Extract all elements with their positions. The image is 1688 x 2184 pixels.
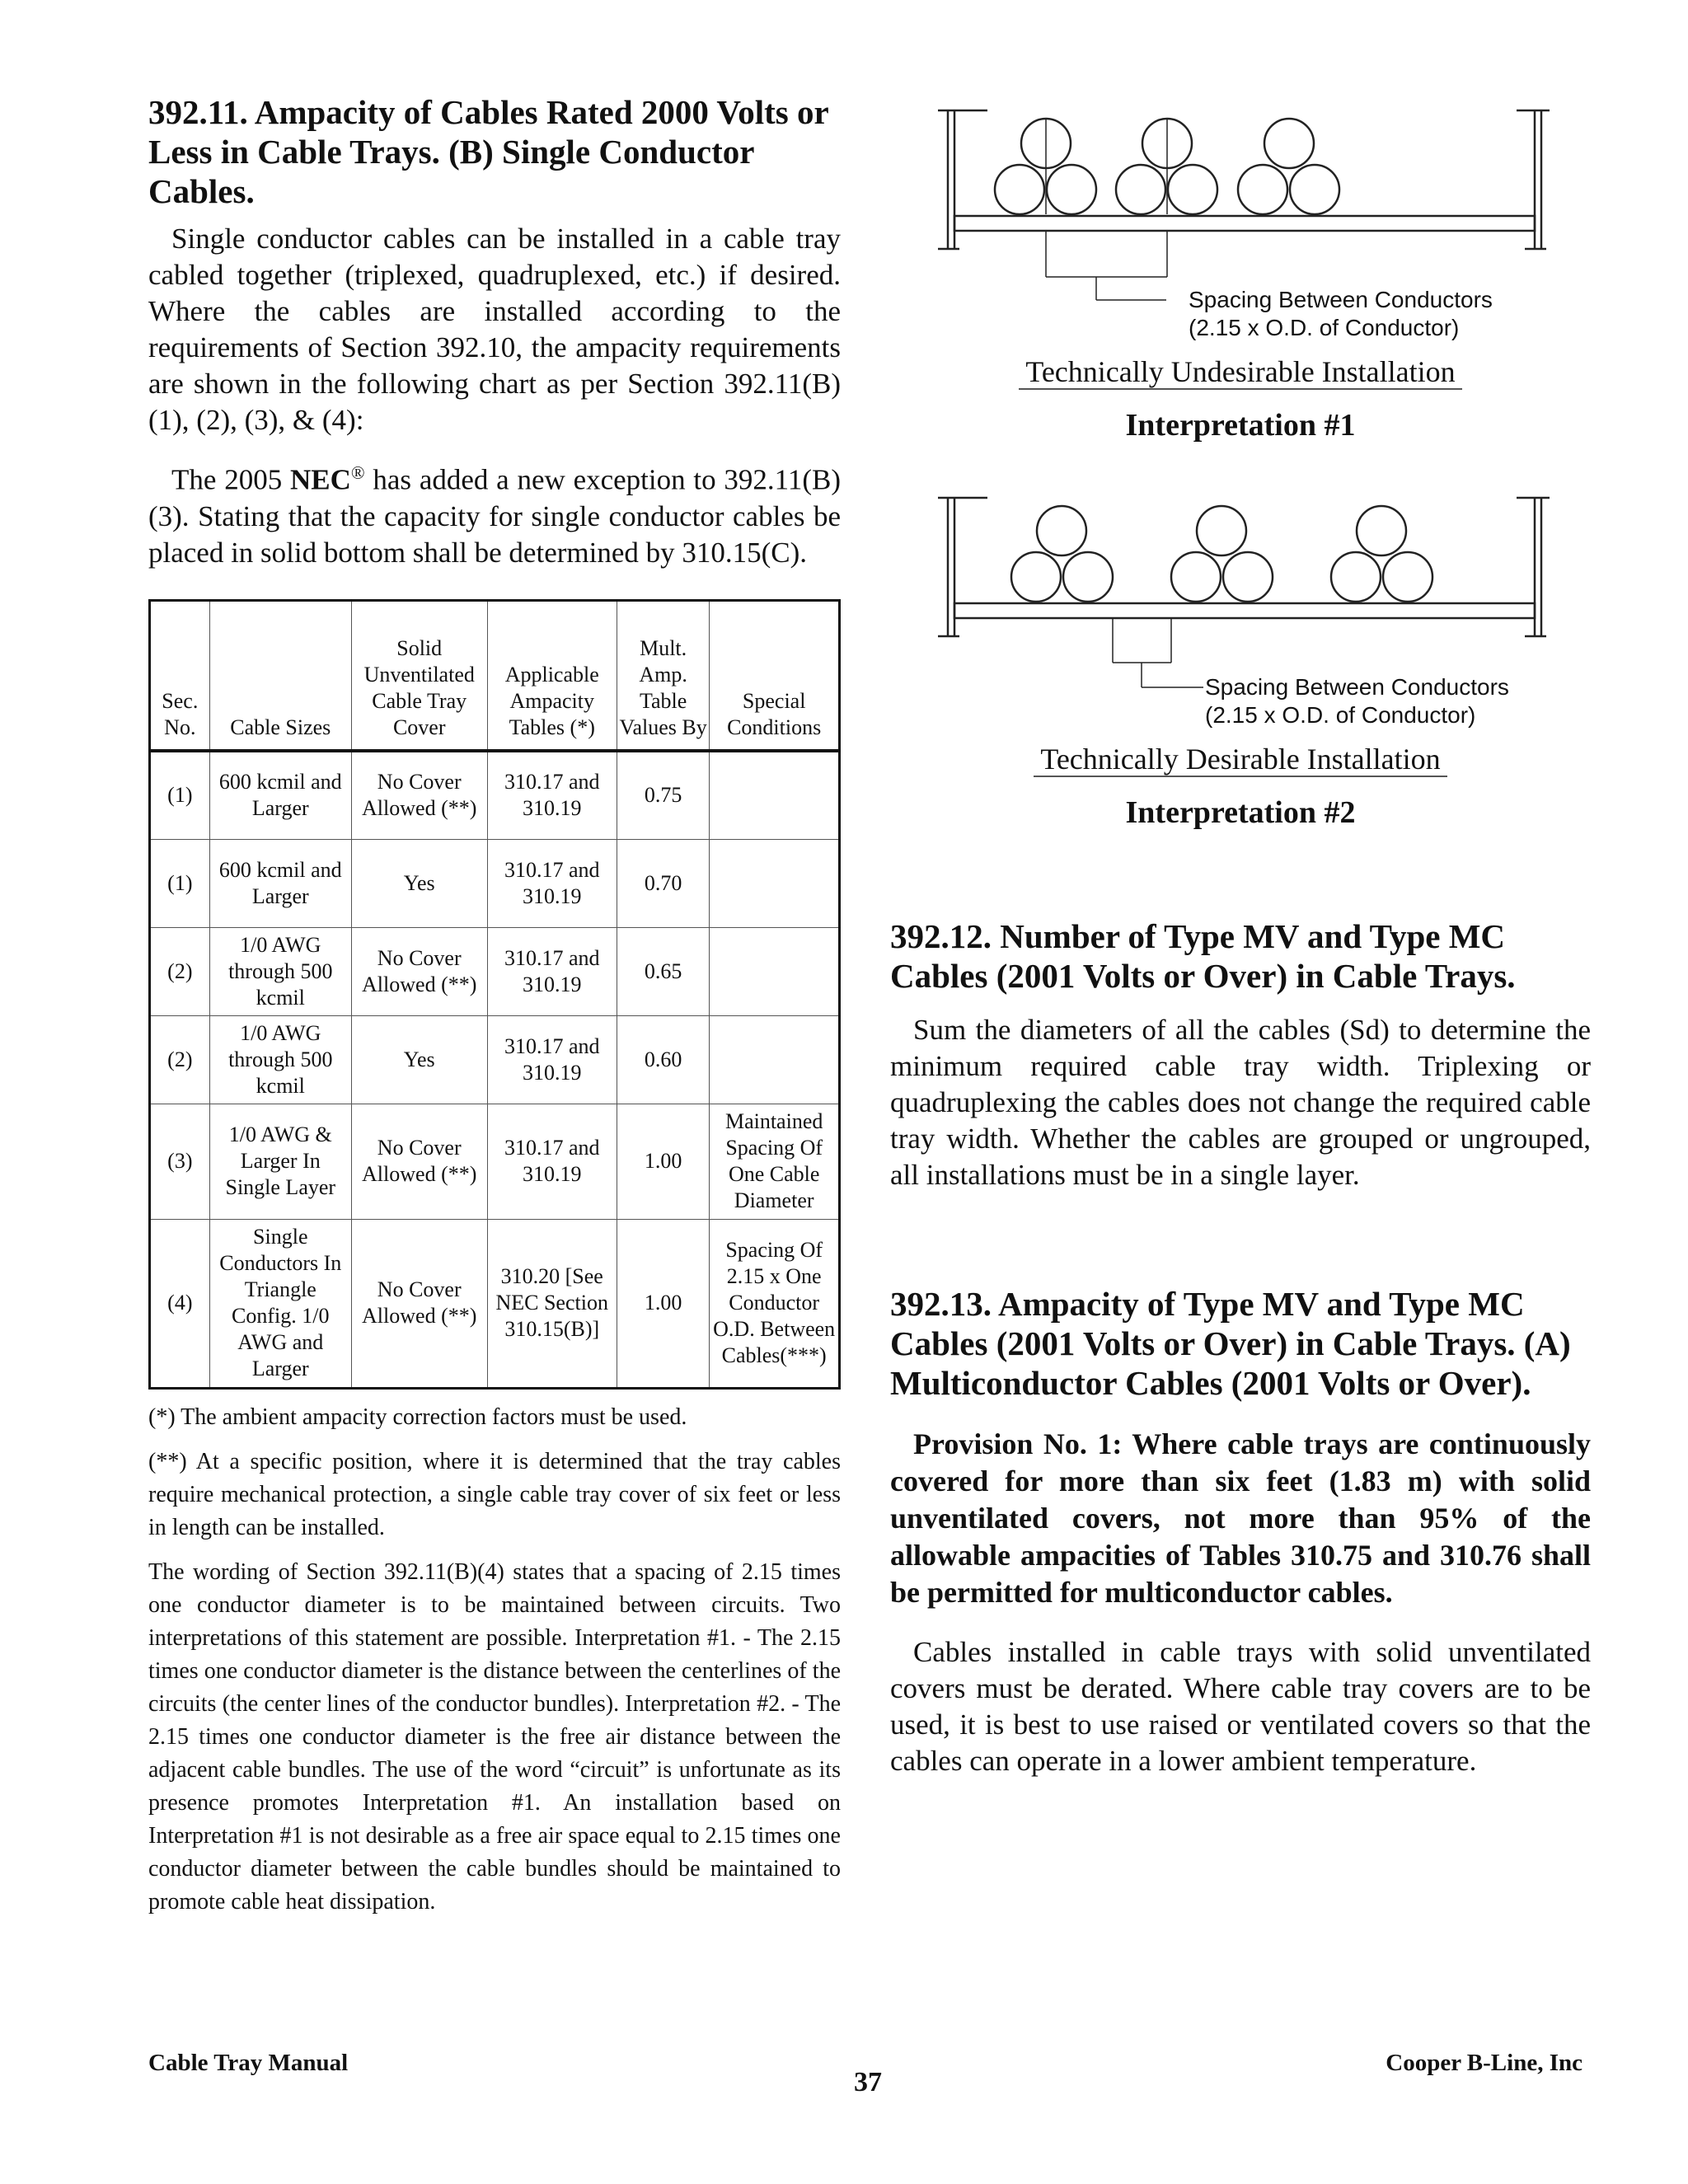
cell-special [710, 927, 840, 1015]
cell-tables: 310.17 and 310.19 [487, 839, 617, 927]
cell-size: 600 kcmil and Larger [209, 751, 351, 839]
header-cover: Solid Unventilated Cable Tray Cover [351, 600, 487, 751]
cell-size: 1/0 AWG through 500 kcmil [209, 927, 351, 1015]
cell-sec: (4) [150, 1219, 210, 1388]
figure-title-text: Technically Undesirable Installation [1019, 355, 1461, 390]
cell-cover: No Cover Allowed (**) [351, 751, 487, 839]
cell-special [710, 1015, 840, 1104]
footnote-ambient: (*) The ambient ampacity correction factors must be used. [148, 1404, 687, 1430]
footer-manual-title: Cable Tray Manual [148, 2050, 349, 2076]
cell-mult: 0.60 [617, 1015, 709, 1104]
section-heading-392-11: 392.11. Ampacity of Cables Rated 2000 Volts or Less in Cable Trays. (B) Single Conductor Cables. [148, 93, 828, 210]
section-heading-392-13: 392.13. Ampacity of Type MV and Type MC Cables (2001 Volts or Over) in Cable Trays. (A) Multiconductor Cables (2001 Volts or Over). [890, 1285, 1571, 1402]
nec-post-text: has added a new exception to 392.11(B)(3). Stating that the capacity for single conductor cables be placed in solid bottom shall be determined by 310.15(C). [148, 463, 842, 569]
ampacity-table [148, 599, 841, 1390]
table-row [150, 839, 840, 927]
nec-pre-text: The 2005 [171, 463, 290, 496]
paragraph-tray-width: Sum the diameters of all the cables (Sd) to determine the minimum required cable tray width. Triplexing or quadruplexing the cables does not change the required cable tray width. Whether the cables are grouped or ungrouped, all installations must be in a single layer. [890, 1014, 1591, 1191]
cell-special [710, 839, 840, 927]
left-column [148, 92, 841, 1930]
cell-mult: 0.75 [617, 751, 709, 839]
cell-tables: 310.17 and 310.19 [487, 1104, 617, 1219]
spacing-label-line-2: (2.15 x O.D. of Conductor) [1189, 315, 1460, 340]
spacing-label-line-1: Spacing Between Conductors [1205, 674, 1509, 700]
header-ampacity-tables: Applicable Ampacity Tables (*) [487, 600, 617, 751]
provision-no-1: Provision No. 1: Where cable trays are continuously covered for more than six feet (1.83 m) with solid unventilated covers, not more than 95% of the allowable ampacities of Tables 310.75 and 310.76 shall be permitted for multiconductor cables. [890, 1427, 1591, 1609]
table-row [150, 751, 840, 839]
cell-size: Single Conductors In Triangle Config. 1/0 AWG and Larger [209, 1219, 351, 1388]
header-cable-sizes: Cable Sizes [209, 600, 351, 751]
tray-diagram-desirable [890, 480, 1591, 694]
cell-special [710, 751, 840, 839]
cell-sec: (2) [150, 927, 210, 1015]
cell-cover: Yes [351, 839, 487, 927]
cell-mult: 1.00 [617, 1219, 709, 1388]
footer-company: Cooper B-Line, Inc [1386, 2050, 1582, 2076]
table-row [150, 1219, 840, 1388]
cell-tables: 310.20 [See NEC Section 310.15(B)] [487, 1219, 617, 1388]
cell-tables: 310.17 and 310.19 [487, 751, 617, 839]
paragraph-interpretations: The wording of Section 392.11(B)(4) states that a spacing of 2.15 times one conductor diameter is to be maintained between circuits. Two interpretations of this statement are possible. Interpretation #1. - The 2.15 times one conductor diameter is the distance between the centerlines of the circuits (the center lines of the conductor bundles). Interpretation #2. - The 2.15 times one conductor diameter is the free air distance between the adjacent cable bundles. The use of the word “circuit” is unfortunate as its presence promotes Interpretation #1. An installation based on Interpretation #1 is not desirable as a free air space equal to 2.15 times one conductor diameter between the cable bundles should be maintained to promote cable heat dissipation. [148, 1558, 841, 1915]
table-header-row [150, 600, 840, 751]
cell-size: 600 kcmil and Larger [209, 839, 351, 927]
cell-sec: (2) [150, 1015, 210, 1104]
cell-sec: (3) [150, 1104, 210, 1219]
right-column [890, 92, 1591, 1796]
table-row [150, 1104, 840, 1219]
cell-special: Maintained Spacing Of One Cable Diameter [710, 1104, 840, 1219]
table-row [150, 927, 840, 1015]
figure-interpretation-2 [890, 480, 1591, 867]
cell-cover: No Cover Allowed (**) [351, 1104, 487, 1219]
header-sec-no: Sec. No. [150, 600, 210, 751]
paragraph-nec-exception [148, 455, 841, 571]
cell-size: 1/0 AWG through 500 kcmil [209, 1015, 351, 1104]
spacing-label-line-1: Spacing Between Conductors [1189, 287, 1493, 312]
cell-tables: 310.17 and 310.19 [487, 1015, 617, 1104]
interpretation-1-label: Interpretation #1 [1125, 408, 1356, 443]
figure-title-desirable [890, 742, 1591, 776]
header-special-conditions: Special Conditions [710, 600, 840, 751]
cell-special: Spacing Of 2.15 x One Conductor O.D. Between Cables(***) [710, 1219, 840, 1388]
cell-sec: (1) [150, 751, 210, 839]
cell-mult: 0.70 [617, 839, 709, 927]
table-row [150, 1015, 840, 1104]
interpretation-2-label: Interpretation #2 [1125, 795, 1356, 830]
page-number: 37 [854, 2067, 882, 2097]
paragraph-single-conductor: Single conductor cables can be installed in a cable tray cabled together (triplexed, quadruplexed, etc.) if desired. Where the cables are installed according to the requirements of Section 392.10, the ampacity requirements are shown in the following chart as per Section 392.11(B)(1), (2), (3), & (4): [148, 223, 841, 436]
cell-tables: 310.17 and 310.19 [487, 927, 617, 1015]
header-mult-values: Mult. Amp. Table Values By [617, 600, 709, 751]
cell-sec: (1) [150, 839, 210, 927]
cell-cover: No Cover Allowed (**) [351, 1219, 487, 1388]
paragraph-derating: Cables installed in cable trays with solid unventilated covers must be derated. Where cable tray covers are to be used, it is best to use raised or ventilated covers so that the cables can operate in a lower ambient temperature. [890, 1636, 1591, 1777]
section-heading-392-12: 392.12. Number of Type MV and Type MC Cables (2001 Volts or Over) in Cable Trays. [890, 917, 1516, 995]
figure-title-text: Technically Desirable Installation [1034, 743, 1447, 777]
cell-mult: 0.65 [617, 927, 709, 1015]
cell-mult: 1.00 [617, 1104, 709, 1219]
tray-diagram-undesirable [890, 92, 1591, 307]
cell-size: 1/0 AWG & Larger In Single Layer [209, 1104, 351, 1219]
spacing-label-line-2: (2.15 x O.D. of Conductor) [1205, 702, 1476, 728]
cell-cover: Yes [351, 1015, 487, 1104]
footnote-cover: (**) At a specific position, where it is determined that the tray cables require mechanical protection, a single cable tray cover of six feet or less in length can be installed. [148, 1448, 841, 1540]
cell-cover: No Cover Allowed (**) [351, 927, 487, 1015]
registered-mark: ® [350, 462, 365, 483]
nec-text: NEC [289, 463, 351, 496]
figure-title-undesirable [890, 354, 1591, 389]
figure-interpretation-1 [890, 92, 1591, 480]
